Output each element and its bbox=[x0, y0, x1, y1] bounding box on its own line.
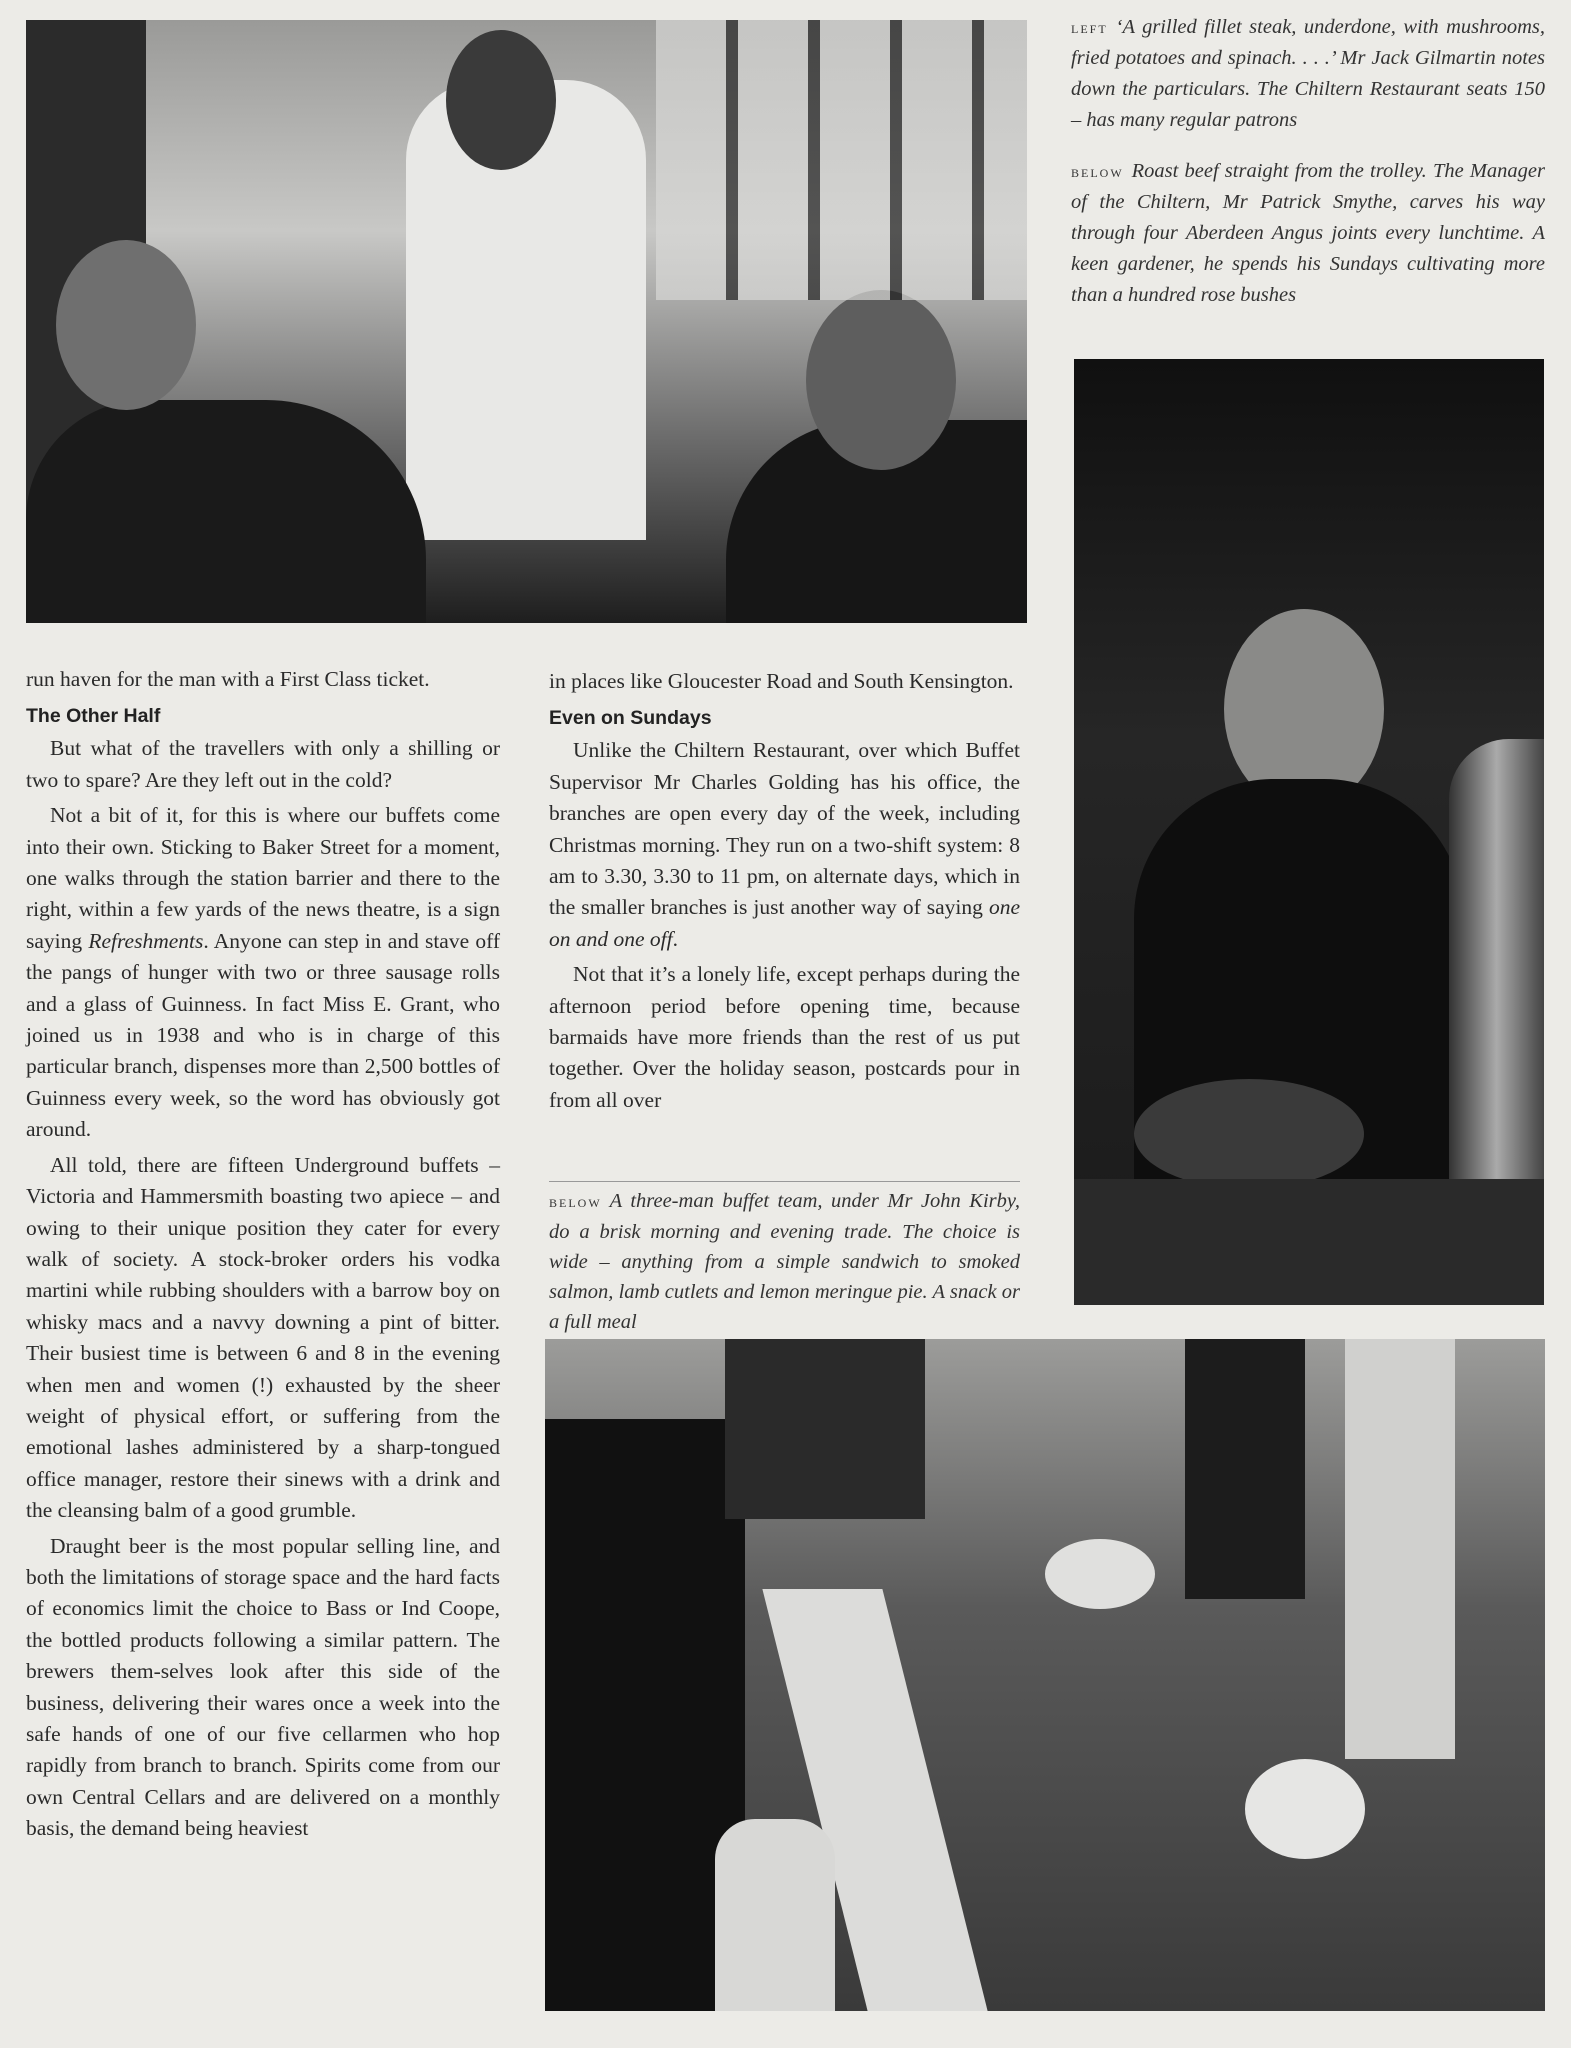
paragraph: in places like Gloucester Road and South Kensington. bbox=[549, 669, 1014, 693]
article-column-1 bbox=[26, 664, 500, 1849]
caption-label: below bbox=[549, 1192, 602, 1211]
caption-text: Roast beef straight from the trolley. The Manager of the Chiltern, Mr Patrick Smythe, carves his way through four Aberdeen Angus joints every lunchtime. A keen gardener, he spends his Sundays cultivating more than a hundred rose bushes bbox=[1071, 160, 1545, 306]
text: . bbox=[672, 926, 678, 951]
photo-restaurant-overhead bbox=[545, 1339, 1545, 2011]
section-heading: Even on Sundays bbox=[549, 707, 712, 730]
caption-text: A three-man buffet team, under Mr John Kirby, do a brisk morning and evening trade. The choice is wide – anything from a simple sandwich to smoked salmon, lamb cutlets and lemon meringue pie. A snack or a full meal bbox=[549, 1190, 1020, 1333]
caption-buffet-photo bbox=[549, 1186, 1020, 1357]
text: . Anyone can step in and stave off the pangs of hunger with two or three sausage rolls and a glass of Guinness. In fact Miss E. Grant, who joined us in 1938 and who is in charge of this particular branch, dispenses more than 2,500 bottles of Guinness every week, so the word has obviously got around. bbox=[26, 928, 500, 1142]
text: Not a bit of it, for this is where our buffets come into their own. Sticking to Baker Street for a moment, one walks through the station barrier and there to the right, within a few yards of the news theatre, is a sign saying bbox=[26, 803, 500, 953]
text: Unlike the Chiltern Restaurant, over which Buffet Supervisor Mr Charles Golding has his office, the branches are open every day of the week, including Christmas morning. They run on a two-shift system: 8 am to 3.30, 3.30 to 11 pm, on alternate days, which in the smaller branches is just another way of saying bbox=[549, 738, 1020, 920]
caption-label: left bbox=[1071, 18, 1108, 37]
article-column-2 bbox=[549, 666, 1020, 1120]
caption-text: ‘A grilled fillet steak, underdone, with mushrooms, fried potatoes and spinach. . . .’ Mr Jack Gilmartin notes down the particulars. The Chiltern Restaurant seats 150 – has many regular patrons bbox=[1071, 16, 1545, 131]
caption-label: below bbox=[1071, 162, 1124, 181]
section-heading: The Other Half bbox=[26, 705, 161, 728]
paragraph: run haven for the man with a First Class ticket. bbox=[26, 667, 430, 691]
caption-left-photo bbox=[1071, 12, 1545, 331]
paragraph bbox=[26, 800, 500, 1145]
photo-waiter-taking-order bbox=[26, 20, 1027, 623]
paragraph bbox=[549, 735, 1020, 955]
emphasis: one on and one off bbox=[549, 895, 1020, 951]
emphasis: Refreshments bbox=[88, 928, 204, 953]
paragraph: All told, there are fifteen Underground buffets – Victoria and Hammersmith boasting two apiece – and owing to their unique position they cater for every walk of society. A stock-broker orders his vodka martini while rubbing shoulders with a barrow boy on whisky macs and a navvy downing a pint of bitter. Their busiest time is between 6 and 8 in the evening when men and women (!) exhausted by the sheer weight of physical effort, or suffering from the emotional lashes administered by a sharp-tongued office manager, restore their sinews with a drink and the cleansing balm of a good grumble. bbox=[26, 1152, 500, 1523]
paragraph: But what of the travellers with only a shilling or two to spare? Are they left out in the cold? bbox=[26, 736, 500, 792]
divider bbox=[549, 1181, 1020, 1182]
paragraph: Draught beer is the most popular selling line, and both the limitations of storage space and the hard facts of economics limit the choice to Bass or Ind Coope, the bottled products following a similar pattern. The brewers them-selves look after this side of the business, delivering their wares once a week into the safe hands of one of our five cellarmen who hop rapidly from branch to branch. Spirits come from our own Central Cellars and are delivered on a monthly basis, the demand being heaviest bbox=[26, 1533, 500, 1841]
photo-carving-roast-beef bbox=[1074, 359, 1544, 1305]
paragraph: Not that it’s a lonely life, except perhaps during the afternoon period before opening time, because barmaids have more friends than the rest of us put together. Over the holiday season, postcards pour in from all over bbox=[549, 962, 1020, 1112]
